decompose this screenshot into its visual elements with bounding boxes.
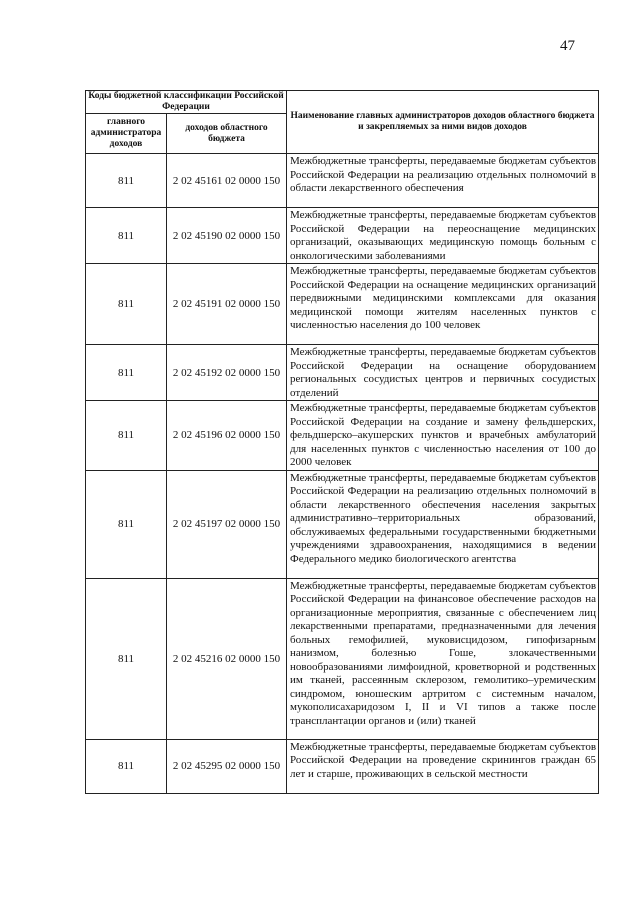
admin-code-cell: 811 [86,578,167,739]
table-row [86,401,599,471]
header-row-1 [86,91,599,114]
admin-code-cell: 811 [86,264,167,345]
income-name-cell: Межбюджетные трансферты, передаваемые бюджетам субъектов Российской Федерации на реализацию отдельных полномочий в области лекарственного обеспечения населения закрытых административно–территориальных образований, обслуживаемых федеральными государственными бюджетными учреждениями здравоохранения, находящимися в ведении Федерального медико биологического агентства [287,470,599,578]
header-admin-column: главного администратора доходов [86,114,167,154]
header-income-column: доходов областного бюджета [167,114,287,154]
income-code-cell: 2 02 45216 02 0000 150 [167,578,287,739]
income-name-cell: Межбюджетные трансферты, передаваемые бюджетам субъектов Российской Федерации на проведение скринингов граждан 65 лет и старше, проживающих в сельской местности [287,739,599,793]
income-code-cell: 2 02 45192 02 0000 150 [167,345,287,401]
admin-code-cell: 811 [86,470,167,578]
page-number: 47 [560,38,575,54]
admin-code-cell: 811 [86,739,167,793]
table-row [86,208,599,264]
income-name-cell: Межбюджетные трансферты, передаваемые бюджетам субъектов Российской Федерации на оснащение медицинских организаций передвижными медицинскими комплексами для оказания медицинской помощи жителям населенных пунктов с численностью населения до 100 человек [287,264,599,345]
income-name-cell: Межбюджетные трансферты, передаваемые бюджетам субъектов Российской Федерации на реализацию отдельных полномочий в области лекарственного обеспечения [287,154,599,208]
table-row [86,264,599,345]
table-row [86,345,599,401]
income-code-cell: 2 02 45190 02 0000 150 [167,208,287,264]
income-code-cell: 2 02 45161 02 0000 150 [167,154,287,208]
admin-code-cell: 811 [86,401,167,471]
admin-code-cell: 811 [86,208,167,264]
admin-code-cell: 811 [86,345,167,401]
income-name-cell: Межбюджетные трансферты, передаваемые бюджетам субъектов Российской Федерации на переоснащение медицинских организаций, оказывающих медицинскую помощь больным с онкологическими заболеваниями [287,208,599,264]
income-code-cell: 2 02 45197 02 0000 150 [167,470,287,578]
income-name-cell: Межбюджетные трансферты, передаваемые бюджетам субъектов Российской Федерации на финансовое обеспечение расходов на организационные мероприятия, связанные с обеспечением лиц лекарственными препаратами, предназначенными для лечения больных гемофилией, муковисцидозом, гипофизарным нанизмом, болезнью Гоше, злокачественными новообразованиями лимфоидной, кроветворной и родственных им тканей, рассеянным склерозом, гемолитико–уремическим синдромом, юношеским артритом с системным началом, мукополисахаридозом I, II и VI типов а также после трансплантации органов и (или) тканей [287,578,599,739]
income-code-cell: 2 02 45295 02 0000 150 [167,739,287,793]
table-row [86,578,599,739]
header-name-column: Наименование главных администраторов доходов областного бюджета и закрепляемых за ними видов доходов [287,91,599,154]
admin-code-cell: 811 [86,154,167,208]
header-group-title: Коды бюджетной классификации Российской Федерации [86,91,287,114]
table-row [86,739,599,793]
income-code-cell: 2 02 45191 02 0000 150 [167,264,287,345]
budget-classification-table [85,90,599,794]
income-name-cell: Межбюджетные трансферты, передаваемые бюджетам субъектов Российской Федерации на создание и замену фельдшерских, фельдшерско–акушерских пунктов и врачебных амбулаторий для населенных пунктов с численностью населения от 100 до 2000 человек [287,401,599,471]
table-row [86,470,599,578]
table-row [86,154,599,208]
income-name-cell: Межбюджетные трансферты, передаваемые бюджетам субъектов Российской Федерации на оснащение оборудованием региональных сосудистых центров и первичных сосудистых отделений [287,345,599,401]
income-code-cell: 2 02 45196 02 0000 150 [167,401,287,471]
